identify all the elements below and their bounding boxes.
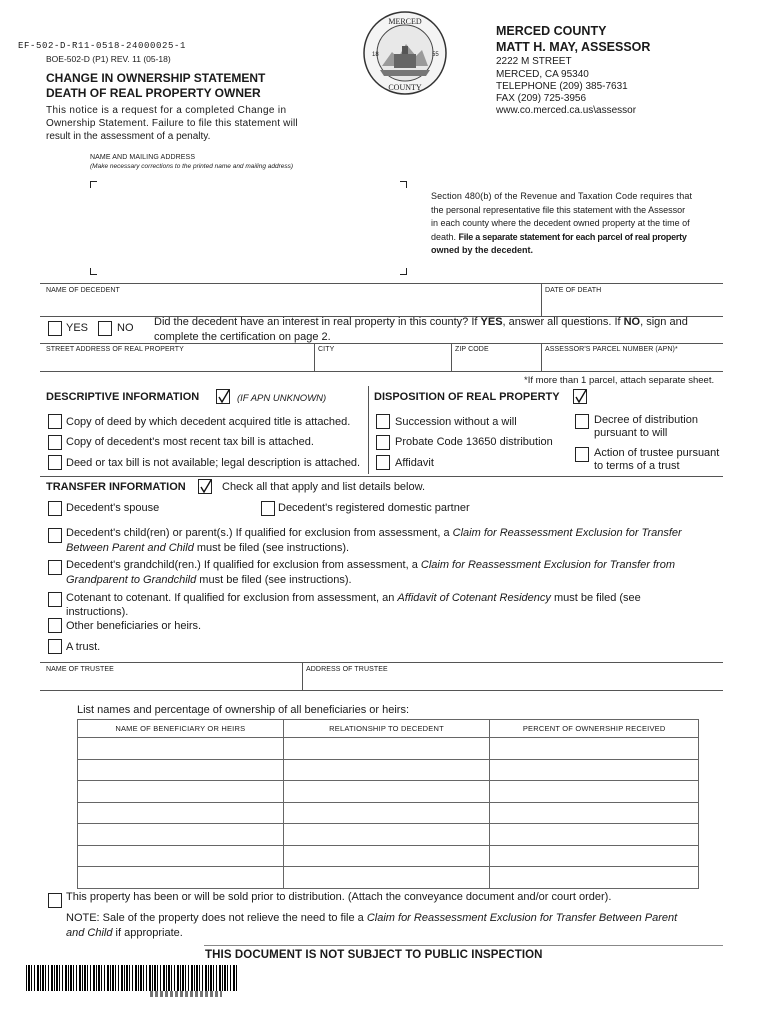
header-beneficiary-name: NAME OF BENEFICIARY OR HEIRS (78, 720, 284, 738)
grandchild-part-b: must be filed (see instructions). (196, 574, 352, 586)
relationship-cell[interactable] (283, 738, 490, 760)
legal-description-checkbox[interactable] (48, 455, 62, 470)
section-480b-text (431, 190, 731, 258)
affidavit-label: Affidavit (395, 457, 434, 469)
spouse-checkbox[interactable] (48, 501, 62, 516)
deed-copy-label: Copy of deed by which decedent acquired title is attached. (66, 416, 351, 428)
affidavit-checkbox[interactable] (376, 455, 390, 470)
assessor-phone: TELEPHONE (209) 385-7631 (496, 81, 628, 92)
assessor-name: MATT H. MAY, ASSESSOR (496, 40, 651, 54)
apn-unknown-hint: (IF APN UNKNOWN) (237, 393, 327, 404)
header-percent: PERCENT OF OWNERSHIP RECEIVED (490, 720, 699, 738)
question-part-a: Did the decedent have an interest in real property in this county? If (154, 316, 481, 328)
address-corner-tr (400, 181, 407, 188)
divider-address-bottom (40, 371, 723, 372)
domestic-partner-label: Decedent's registered domestic partner (278, 502, 470, 514)
question-part-c: , answer all questions. If (502, 316, 624, 328)
sale-note-claim-title-cont: and Child (66, 927, 113, 939)
succession-checkbox[interactable] (376, 414, 390, 429)
trustee-action-line1: Action of trustee pursuant (594, 447, 720, 459)
disposition-checkbox[interactable] (573, 389, 587, 404)
date-of-death-label: DATE OF DEATH (545, 287, 602, 294)
penalty-notice-line2: Ownership Statement. Failure to file this statement will (46, 118, 298, 129)
probate-label: Probate Code 13650 distribution (395, 436, 553, 448)
barcode-number (150, 991, 222, 997)
grandchild-claim-title: Claim for Reassessment Exclusion for Transfer from (420, 559, 675, 571)
cotenant-text (66, 592, 641, 619)
transfer-info-title: TRANSFER INFORMATION (46, 481, 186, 493)
table-row (78, 802, 699, 824)
table-header-row (78, 720, 699, 738)
zip-code-label: ZIP CODE (455, 346, 489, 353)
percent-cell[interactable] (490, 824, 699, 846)
property-sold-checkbox[interactable] (48, 893, 62, 908)
assessor-street: 2222 M STREET (496, 56, 572, 67)
divider-city (314, 343, 315, 371)
section-480b-line2: the personal representative file this statement with the Assessor (431, 204, 686, 215)
beneficiary-name-cell[interactable] (78, 867, 284, 889)
grandchild-part-a: Decedent's grandchild(ren.) If qualified for exclusion from assessment, a (66, 559, 421, 571)
apn-note: *If more than 1 parcel, attach separate sheet. (524, 375, 715, 386)
no-label: NO (117, 322, 134, 334)
cotenant-checkbox[interactable] (48, 592, 62, 607)
trustee-action-line2: to terms of a trust (594, 460, 680, 472)
legal-description-label: Deed or tax bill is not available; legal description is attached. (66, 457, 361, 469)
question-line1 (154, 316, 688, 329)
percent-cell[interactable] (490, 802, 699, 824)
public-inspection-notice: THIS DOCUMENT IS NOT SUBJECT TO PUBLIC INSPECTION (205, 949, 543, 961)
disposition-title: DISPOSITION OF REAL PROPERTY (374, 391, 560, 403)
trust-checkbox[interactable] (48, 639, 62, 654)
penalty-notice-line3: result in the assessment of a penalty. (46, 131, 211, 142)
assessor-fax: FAX (209) 725-3956 (496, 93, 587, 104)
section-480b-death: death. (431, 231, 457, 242)
beneficiary-name-cell[interactable] (78, 802, 284, 824)
no-checkbox[interactable] (98, 321, 112, 336)
city-label: CITY (318, 346, 335, 353)
grandchild-line2 (66, 574, 675, 587)
tax-bill-label: Copy of decedent's most recent tax bill is attached. (66, 436, 314, 448)
divider-apn (541, 343, 542, 371)
sale-note-line1 (66, 912, 677, 925)
divider-disposition (368, 386, 369, 474)
deed-copy-checkbox[interactable] (48, 414, 62, 429)
decree-checkbox[interactable] (575, 414, 589, 429)
penalty-notice-line1: This notice is a request for a completed Change in (46, 105, 287, 116)
section-480b-separate-statement: File a separate statement for each parcel of real property (458, 231, 687, 242)
cotenant-affidavit-title: Affidavit of Cotenant Residency (397, 592, 551, 604)
sale-note-part-a: NOTE: Sale of the property does not relieve the need to file a (66, 912, 367, 924)
assessor-city: MERCED, CA 95340 (496, 69, 589, 80)
seal-top-text: MERCED (388, 17, 422, 26)
cotenant-line2: instructions). (66, 606, 129, 618)
divider-trustee-address (302, 662, 303, 690)
cotenant-part-a: Cotenant to cotenant. If qualified for exclusion from assessment, an (66, 592, 398, 604)
trustee-address-label: ADDRESS OF TRUSTEE (306, 666, 388, 673)
question-yes: YES (480, 316, 503, 328)
relationship-cell[interactable] (283, 781, 490, 803)
relationship-cell[interactable] (283, 845, 490, 867)
child-parent-line2 (66, 542, 682, 555)
trustee-action-checkbox[interactable] (575, 447, 589, 462)
trustee-name-label: NAME OF TRUSTEE (46, 666, 114, 673)
succession-label: Succession without a will (395, 416, 517, 428)
tax-bill-checkbox[interactable] (48, 435, 62, 450)
cotenant-line1 (66, 592, 641, 605)
child-parent-line1 (66, 527, 682, 540)
address-corner-br (400, 268, 407, 275)
section-480b-line1: Section 480(b) of the Revenue and Taxation Code requires that (431, 191, 693, 201)
seal-right-text: 55 (432, 52, 439, 58)
header-relationship: RELATIONSHIP TO DECEDENT (283, 720, 490, 738)
child-parent-checkbox[interactable] (48, 528, 62, 543)
question-line2: complete the certification on page 2. (154, 331, 331, 343)
decree-line1: Decree of distribution (594, 414, 698, 426)
percent-cell[interactable] (490, 759, 699, 781)
table-row (78, 738, 699, 760)
trustee-action-label (594, 447, 719, 473)
child-parent-claim-title: Claim for Reassessment Exclusion for Transfer (452, 527, 682, 539)
descriptive-info-checkbox[interactable] (216, 389, 230, 404)
other-beneficiaries-checkbox[interactable] (48, 618, 62, 633)
table-row (78, 824, 699, 846)
relationship-cell[interactable] (283, 867, 490, 889)
divider-trustee-top (40, 662, 723, 663)
divider-zip (451, 343, 452, 371)
name-of-decedent-label: NAME OF DECEDENT (46, 287, 120, 294)
divider-address-top (40, 343, 723, 344)
yes-label: YES (66, 322, 89, 334)
other-beneficiaries-label: Other beneficiaries or heirs. (66, 620, 202, 632)
table-row (78, 781, 699, 803)
beneficiary-name-cell[interactable] (78, 738, 284, 760)
sale-note (66, 912, 677, 940)
yes-checkbox[interactable] (48, 321, 62, 336)
child-parent-part-b: must be filed (see instructions). (193, 542, 350, 554)
decree-label (594, 414, 698, 440)
footer-divider (204, 945, 723, 946)
divider-trustee-bottom (40, 690, 723, 691)
divider-decedent-top (40, 283, 723, 284)
county-name: MERCED COUNTY (496, 24, 607, 38)
relationship-cell[interactable] (283, 802, 490, 824)
beneficiaries-intro: List names and percentage of ownership of all beneficiaries or heirs: (77, 704, 410, 716)
descriptive-info-title: DESCRIPTIVE INFORMATION (46, 391, 200, 403)
child-parent-text (66, 527, 682, 555)
relationship-cell[interactable] (283, 824, 490, 846)
transfer-info-hint: Check all that apply and list details below. (222, 481, 426, 493)
grandchild-text (66, 559, 675, 587)
child-parent-part-a: Decedent's child(ren) or parent(s.) If qualified for exclusion from assessment, a (66, 527, 453, 539)
form-title-line1: CHANGE IN OWNERSHIP STATEMENT (46, 71, 266, 85)
section-480b-line4 (431, 231, 731, 245)
transfer-info-checkbox[interactable] (198, 479, 212, 494)
grandchild-claim-title-cont: Grandparent to Grandchild (66, 574, 197, 586)
table-row (78, 845, 699, 867)
form-title-line2: DEATH OF REAL PROPERTY OWNER (46, 86, 261, 100)
form-number: BOE-502-D (P1) REV. 11 (05-18) (46, 54, 171, 64)
apn-label: ASSESSOR'S PARCEL NUMBER (APN)* (545, 346, 678, 353)
beneficiary-name-cell[interactable] (78, 824, 284, 846)
decree-line2: pursuant to will (594, 427, 668, 439)
spouse-label: Decedent's spouse (66, 502, 160, 514)
divider-transfer-top (40, 476, 723, 477)
child-parent-claim-title-cont: Between Parent and Child (66, 542, 194, 554)
sale-note-part-b: if appropriate. (112, 927, 183, 939)
property-sold-label: This property has been or will be sold prior to distribution. (Attach the conveyance document and/or court order). (66, 891, 612, 903)
question-no: NO (623, 316, 641, 328)
divider-date-of-death (541, 283, 542, 316)
percent-cell[interactable] (490, 845, 699, 867)
assessor-website[interactable]: www.co.merced.ca.us\assessor (496, 105, 637, 116)
address-corner-bl (90, 268, 97, 275)
seal-left-text: 18 (372, 52, 379, 58)
beneficiaries-table (77, 719, 699, 889)
cotenant-part-c: must be filed (see (550, 592, 641, 604)
address-corner-tl (90, 181, 97, 188)
mailing-address-label: NAME AND MAILING ADDRESS (90, 154, 196, 161)
grandchild-checkbox[interactable] (48, 560, 62, 575)
percent-cell[interactable] (490, 738, 699, 760)
grandchild-line1 (66, 559, 675, 572)
relationship-cell[interactable] (283, 759, 490, 781)
real-property-question (154, 316, 688, 344)
question-part-e: , sign and (640, 316, 688, 328)
percent-cell[interactable] (490, 781, 699, 803)
sale-note-claim-title: Claim for Reassessment Exclusion for Transfer Between Parent (366, 912, 678, 924)
probate-checkbox[interactable] (376, 435, 390, 450)
mailing-address-note: (Make necessary corrections to the printed name and mailing address) (90, 163, 294, 170)
section-480b-line3: in each county where the decedent owned property at the time of (431, 218, 690, 229)
table-row (78, 867, 699, 889)
table-row (78, 759, 699, 781)
street-address-label: STREET ADDRESS OF REAL PROPERTY (46, 346, 184, 353)
barcode (26, 965, 238, 991)
beneficiary-name-cell[interactable] (78, 781, 284, 803)
beneficiary-name-cell[interactable] (78, 845, 284, 867)
beneficiary-name-cell[interactable] (78, 759, 284, 781)
merced-county-seal (362, 10, 448, 96)
document-id: EF-502-D-R11-0518-24000025-1 (18, 41, 187, 51)
domestic-partner-checkbox[interactable] (261, 501, 275, 516)
percent-cell[interactable] (490, 867, 699, 889)
trust-label: A trust. (66, 641, 101, 653)
sale-note-line2 (66, 927, 677, 940)
seal-bottom-text: COUNTY (388, 83, 422, 92)
section-480b-line5: owned by the decedent. (431, 245, 534, 256)
